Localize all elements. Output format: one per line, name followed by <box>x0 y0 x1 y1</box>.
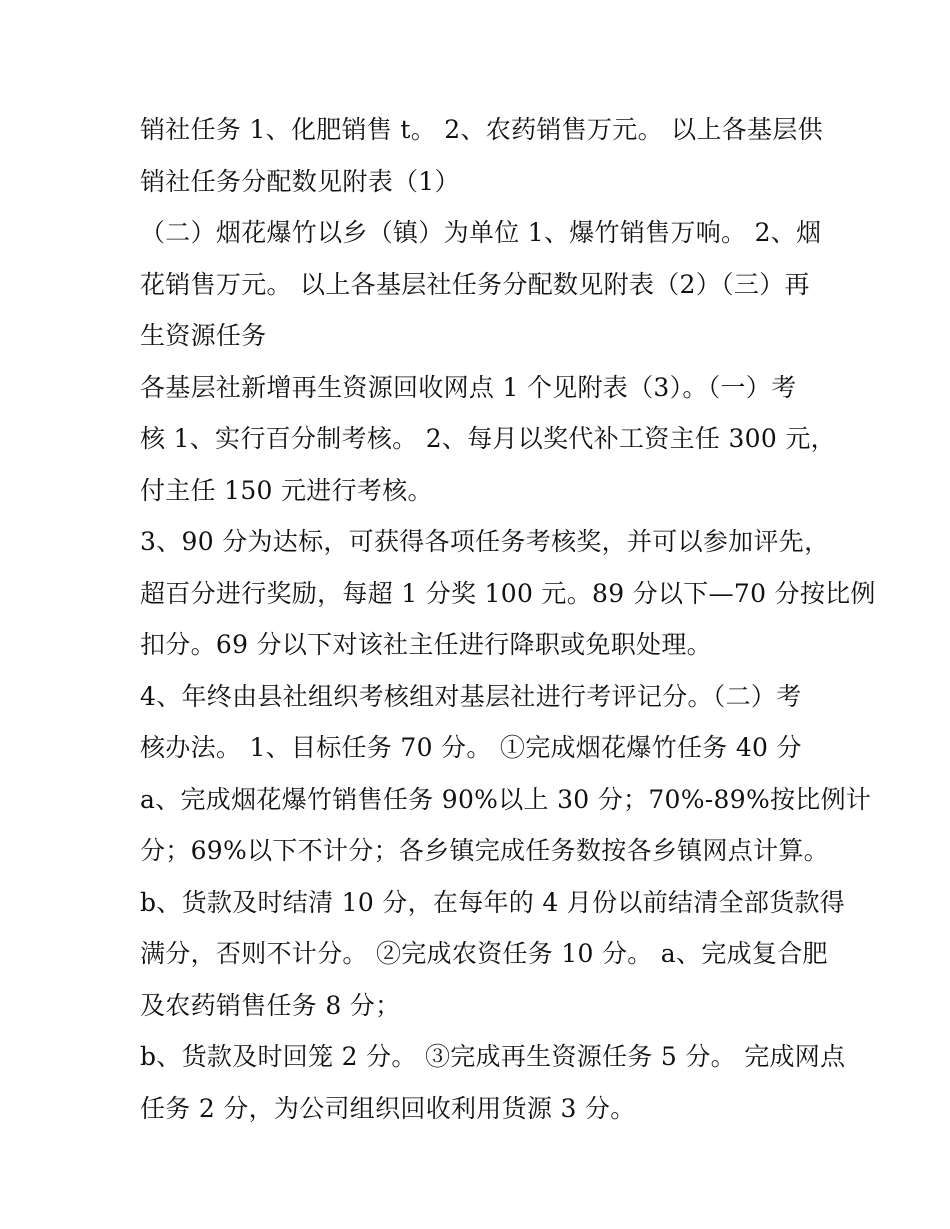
document-body <box>140 104 876 1134</box>
text-line: 销社任务分配数见附表（1） <box>140 166 460 196</box>
text-line: b、货款及时结清 10 分，在每年的 4 月份以前结清全部货款得 <box>140 887 846 917</box>
text-line: 及农药销售任务 8 分； <box>140 990 401 1020</box>
text-line: 分；69%以下不计分；各乡镇完成任务数按各乡镇网点计算。 <box>140 836 829 865</box>
text-line: 销社任务 1、化肥销售 t。 2、农药销售万元。 以上各基层供 <box>140 115 823 144</box>
text-line: 核办法。 1、目标任务 70 分。 ①完成烟花爆竹任务 40 分 <box>140 733 802 762</box>
text-line: 生资源任务 <box>140 321 267 350</box>
text-line: 任务 2 分，为公司组织回收利用货源 3 分。 <box>140 1093 636 1123</box>
text-line: b、货款及时回笼 2 分。 ③完成再生资源任务 5 分。 完成网点 <box>140 1042 846 1071</box>
text-line: 扣分。69 分以下对该社主任进行降职或免职处理。 <box>140 630 712 659</box>
text-line: （二）烟花爆竹以乡（镇）为单位 1、爆竹销售万响。 2、烟 <box>140 218 822 247</box>
text-line: 付主任 150 元进行考核。 <box>140 475 433 505</box>
text-line: 花销售万元。 以上各基层社任务分配数见附表（2）（三）再 <box>140 269 810 299</box>
text-line: 超百分进行奖励，每超 1 分奖 100 元。89 分以下—70 分按比例 <box>140 578 876 608</box>
text-line: 各基层社新增再生资源回收网点 1 个见附表（3）。（一）考 <box>140 372 797 402</box>
text-line: 满分，否则不计分。 ②完成农资任务 10 分。 a、完成复合肥 <box>140 939 828 968</box>
text-line: a、完成烟花爆竹销售任务 90%以上 30 分；70%-89%按比例计 <box>140 784 872 814</box>
text-line: 4、年终由县社组织考核组对基层社进行考评记分。（二）考 <box>140 681 802 711</box>
text-line: 3、90 分为达标，可获得各项任务考核奖，并可以参加评先， <box>140 527 830 556</box>
text-line: 核 1、实行百分制考核。 2、每月以奖代补工资主任 300 元， <box>140 424 836 453</box>
